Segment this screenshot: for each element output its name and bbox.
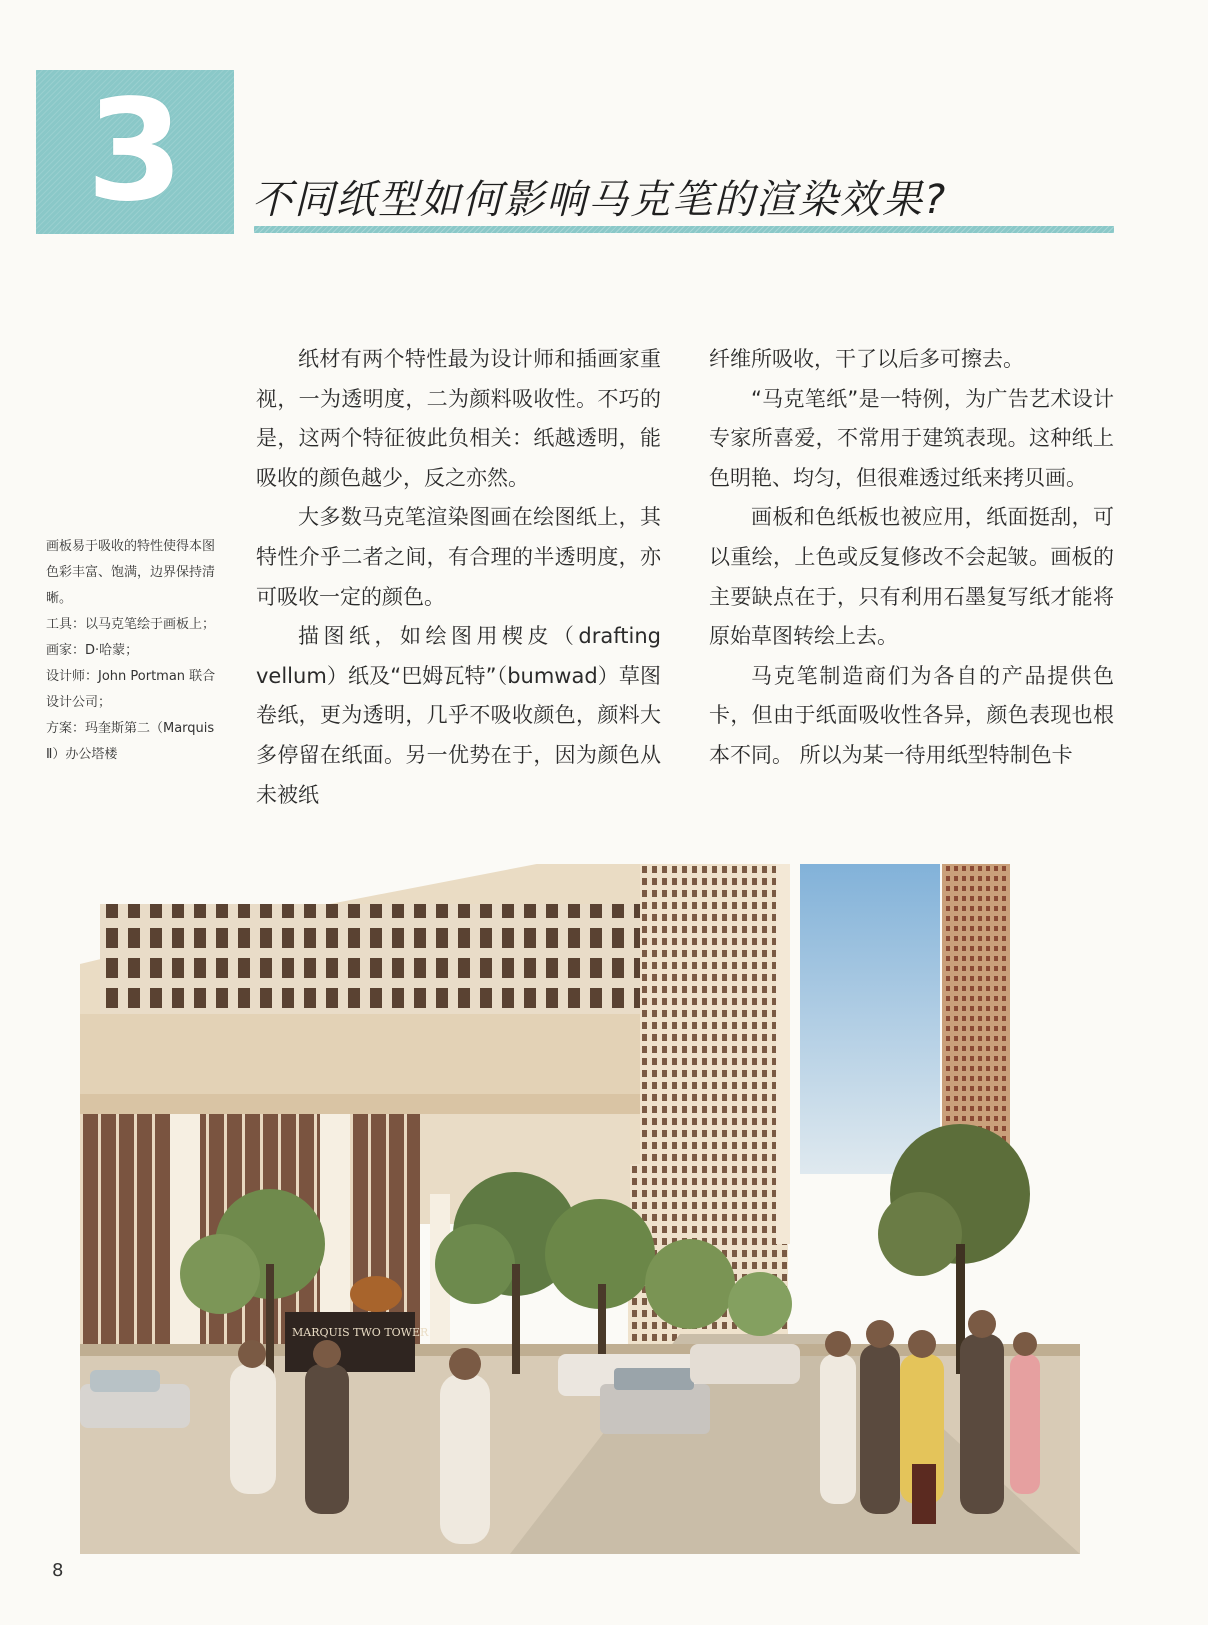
paragraph: 纸材有两个特性最为设计师和插画家重视，一为透明度，二为颜料吸收性。不巧的是，这两个特征彼此负相关：纸越透明，能吸收的颜色越少，反之亦然。 <box>256 347 661 490</box>
body-column-1 <box>256 340 661 815</box>
caption-line: 画板易于吸收的特性使得本图色彩丰富、饱满，边界保持清晰。 <box>46 539 216 606</box>
marker-rendering-illustration <box>80 864 1080 1554</box>
caption-line: 方案：玛奎斯第二（Marquis Ⅱ）办公塔楼 <box>46 721 215 762</box>
caption-line: 设计师：John Portman 联合设计公司； <box>46 669 216 710</box>
figure-caption <box>46 534 226 768</box>
paragraph: 马克笔制造商们为各自的产品提供色卡，但由于纸面吸收性各异，颜色表现也根本不同。 所以为某一待用纸型特制色卡 <box>709 663 1114 767</box>
paragraph: 描图纸，如绘图用楔皮（drafting vellum）纸及“巴姆瓦特”（bumwad）草图卷纸，更为透明，几乎不吸收颜色，颜料大多停留在纸面。另一优势在于，因为颜色从未被纸 <box>256 624 661 807</box>
building-sign-text: MARQUIS TWO TOWER <box>292 1326 429 1339</box>
page-number: 8 <box>52 1560 64 1581</box>
chapter-number-block <box>36 70 234 234</box>
chapter-number: 3 <box>86 70 184 233</box>
caption-line: 画家：D·哈蒙； <box>46 643 139 658</box>
body-column-2 <box>709 340 1114 776</box>
caption-line: 工具：以马克笔绘于画板上； <box>46 617 216 632</box>
paragraph: “马克笔纸”是一特例，为广告艺术设计专家所喜爱，不常用于建筑表现。这种纸上色明艳、均匀，但很难透过纸来拷贝画。 <box>709 386 1114 490</box>
paragraph: 大多数马克笔渲染图画在绘图纸上，其特性介乎二者之间，有合理的半透明度，亦可吸收一定的颜色。 <box>256 505 661 609</box>
page-title: 不同纸型如何影响马克笔的渲染效果? <box>252 177 948 223</box>
paragraph: 画板和色纸板也被应用，纸面挺刮，可以重绘，上色或反复修改不会起皱。画板的主要缺点在于，只有利用石墨复写纸才能将原始草图转绘上去。 <box>709 505 1114 649</box>
paragraph: 纤维所吸收，干了以后多可擦去。 <box>709 347 1024 371</box>
title-underline <box>254 226 1114 233</box>
